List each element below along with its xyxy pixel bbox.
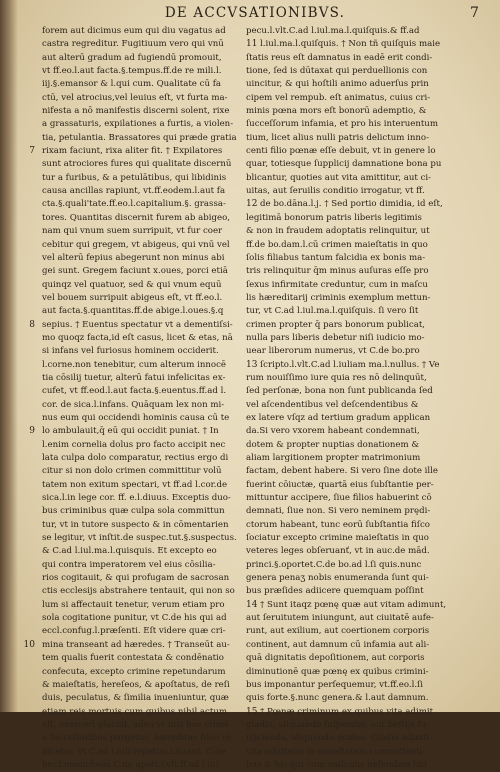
line-text: aut alterū gradum ad fugiendū promouit, bbox=[42, 52, 222, 63]
line-text: tione, ſed is dūtaxat qui perduellionis con bbox=[246, 66, 428, 77]
text-line bbox=[244, 279, 492, 292]
text-line bbox=[18, 38, 240, 51]
text-line bbox=[244, 239, 492, 252]
line-text: qui contra imperatorem vel eius cōsilia- bbox=[42, 559, 216, 570]
line-text: lis hæreditarij criminis exemplum mettun- bbox=[246, 292, 431, 303]
line-text: l.iul.ma.l.quiſquis. † Non tñ quiſquis maie bbox=[260, 39, 441, 50]
line-text: dotem & propter nuptias donationem & bbox=[246, 439, 420, 450]
line-text: a ſucceſſoribus purgetur, hæreditas fiſco vē bbox=[42, 733, 232, 744]
text-line bbox=[244, 666, 492, 679]
line-text: ff.de bo.dam.l.cū crimen maieſtatis in quo bbox=[246, 239, 428, 250]
page-header bbox=[0, 5, 500, 25]
line-text: eſt, exercerī placuit, adeo vt nisi hoc crimē bbox=[42, 719, 230, 730]
text-line bbox=[18, 292, 240, 305]
line-text: quis forte.§.nunc genera.& l.aut damnum. bbox=[246, 693, 429, 704]
line-text: blicantur, quoties aut vita amittitur, aut ci- bbox=[246, 172, 432, 183]
line-text: iij.§.emansor & l.qui cum. Qualitate cū fa bbox=[42, 79, 222, 90]
text-line bbox=[18, 559, 240, 572]
line-text: ſolis filiabus tantum falcidia ex bonis ma- bbox=[246, 252, 426, 263]
text-line bbox=[18, 625, 240, 638]
text-line bbox=[244, 252, 492, 265]
text-line bbox=[18, 452, 240, 465]
text-line bbox=[18, 132, 240, 145]
line-text: lata culpa dolo comparatur, rectius ergo di bbox=[42, 453, 229, 463]
text-line bbox=[244, 439, 492, 452]
text-line bbox=[244, 225, 492, 238]
line-text: dicetur, vt C.ad l.iuli.repetun.l.ſciant. C.de bbox=[42, 746, 226, 757]
line-text: tur, vt C.ad l.iul.ma.l.quiſquis. ſi vero ſit bbox=[246, 306, 419, 317]
text-line bbox=[244, 105, 492, 118]
text-line bbox=[244, 625, 492, 638]
text-line bbox=[244, 319, 492, 332]
text-line bbox=[244, 719, 492, 732]
line-text: cor. de sica.l.infans. Quāquam lex non mi- bbox=[42, 399, 225, 410]
line-text: bus præſides adiicere quemquam poſſint bbox=[246, 586, 424, 597]
text-line bbox=[244, 52, 492, 65]
text-line bbox=[18, 359, 240, 372]
line-text: sunt atrociores fures qui qualitate discernū bbox=[42, 159, 232, 170]
line-text: tem qualis fuerit contestata & condēnatio bbox=[42, 653, 224, 664]
line-text: de bo.dāna.l.j. † Sed portio dimidia, id eſt, bbox=[260, 199, 443, 210]
text-line bbox=[18, 92, 240, 105]
line-text: pecu.l.vlt.C.ad l.iul.ma.l.quiſquis.& ff.ad bbox=[246, 26, 420, 36]
line-text: duis, peculatus, & ſimilia inueniuntur, quæ bbox=[42, 693, 229, 704]
text-line bbox=[244, 479, 492, 492]
text-line bbox=[18, 652, 240, 665]
line-text: l.enim cornelia dolus pro facto accipit nec bbox=[42, 439, 226, 450]
line-text: quā dignitatis depoſitionem, aut corporis bbox=[246, 653, 425, 664]
line-text: cta.§.quali'tate.ff.eo.l.capitalium.§. grassa- bbox=[42, 199, 226, 210]
line-text: etiam reis mortuis cum quibus nihil actum bbox=[42, 706, 227, 717]
folio-number: 7 bbox=[470, 5, 479, 21]
line-text: confecuta, excepto crimine repetundarum bbox=[42, 666, 226, 677]
line-text: factam, debent habere. Si vero ſine dote ille bbox=[246, 466, 438, 477]
line-text: ſexus infirmitate creduntur, cum in maſcu bbox=[246, 279, 428, 290]
line-text: aut facta.§.quantitas.ff.de abige.l.oues.§.q bbox=[42, 306, 224, 317]
line-text: † Pœnæ criminum ex quibus vita adimit bbox=[260, 706, 434, 717]
line-text: nulla pars liberis debetur niſi iudicio mo- bbox=[246, 332, 425, 343]
line-text: quar, totiesque ſupplicij damnatione bona pu bbox=[246, 159, 442, 170]
line-text: sola cogitatione punitur, vt C.de his qui ad bbox=[42, 613, 227, 624]
line-text: tores. Quantitas discernit furem ab abigeo, bbox=[42, 212, 231, 223]
text-line bbox=[244, 25, 492, 38]
line-text: vel bouem surripuit abigeus eſt, vt ff.eo.l. bbox=[42, 292, 223, 303]
line-text: uincitur, & qui hoſtili animo aduerſus prin bbox=[246, 79, 429, 90]
marginal-number: 11 bbox=[246, 39, 258, 50]
text-line bbox=[18, 105, 240, 118]
text-line bbox=[18, 399, 240, 412]
text-line bbox=[18, 78, 240, 91]
text-line bbox=[18, 692, 240, 705]
text-line bbox=[244, 305, 492, 318]
line-text: sepius. † Euentus spectatur vt a dementiſsi- bbox=[42, 319, 233, 330]
line-text: uitas, aut ſeruilis conditio irrogatur, vt ff. bbox=[246, 186, 425, 197]
text-line bbox=[244, 265, 492, 278]
line-text: rios cogitauit, & qui profugam de sacrosan bbox=[42, 573, 230, 584]
line-text: mittuntur accipere, ſiue filios habuerint cō bbox=[246, 493, 432, 504]
line-text: legitimā bonorum patris liberis legitimis bbox=[246, 212, 422, 223]
line-text: bus imponantur perſequemur, vt.ff.eo.l.ſi bbox=[246, 679, 423, 690]
line-text: bus criminibus quæ culpa sola committun bbox=[42, 506, 225, 517]
line-text: nifesta a nō manifestis discerni solent, rixe bbox=[42, 106, 230, 117]
line-text: vel alterū fepius abegerunt non minus abi bbox=[42, 252, 225, 263]
text-line bbox=[244, 185, 492, 198]
line-text: tur, vt in tutore suspecto & in cōmentarien bbox=[42, 519, 229, 530]
line-text: sica.l.in lege cor. ff. e.l.diuus. Exceptis duo- bbox=[42, 493, 231, 504]
text-line bbox=[18, 25, 240, 38]
line-text: lo ambulauit,q̄ eū qui occidit puniat. † In bbox=[42, 426, 219, 437]
text-line bbox=[18, 372, 240, 385]
text-line bbox=[18, 279, 240, 292]
text-line bbox=[18, 252, 240, 265]
line-text: bus & his qui cum maſculis nefandam libi bbox=[246, 759, 427, 770]
line-text: her.l.manicheos.C.de apoſt.l.vlt.ff.ad l.iul. bbox=[42, 759, 222, 770]
line-text: tia, petulantia. Brassatores qui præde gratia bbox=[42, 132, 237, 143]
text-line bbox=[18, 706, 240, 719]
text-line bbox=[18, 305, 240, 318]
line-text: fuerint cōiuctæ, quartā eius ſubſtantie per- bbox=[246, 479, 434, 490]
text-line bbox=[244, 572, 492, 585]
text-line bbox=[18, 439, 240, 452]
line-text: ctorum habeant, tunc eorū ſubſtantia fiſco bbox=[246, 519, 430, 530]
marginal-number: 14 bbox=[246, 599, 258, 610]
line-text: & maieſtatis, hereſeos, & apoſtatus, de reſi bbox=[42, 679, 230, 690]
line-text: ctū, vel atrocius,vel leuius eſt, vt furta ma- bbox=[42, 92, 228, 103]
text-line bbox=[244, 492, 492, 505]
line-text: diminutionē quæ pœnę ex quibus crimini- bbox=[246, 666, 429, 677]
line-text: citur si non dolo crimen committitur volū bbox=[42, 466, 222, 477]
text-line bbox=[244, 292, 492, 305]
line-text: a grassaturis, expilationes a furtis, a violen- bbox=[42, 119, 234, 130]
line-text: vel aſcendentibus vel deſcendentibus & bbox=[246, 399, 419, 410]
line-text: rum nouiſſimo iure quia res nō delinquūt, bbox=[246, 372, 427, 383]
running-title: DE ACCVSATIONIBVS. bbox=[164, 5, 346, 21]
text-line bbox=[244, 559, 492, 572]
line-text: uear liberorum numerus, vt C.de bo.pro bbox=[246, 346, 420, 357]
text-line bbox=[244, 399, 492, 412]
text-line bbox=[244, 465, 492, 478]
text-line bbox=[18, 145, 240, 158]
marginal-number: 8 bbox=[29, 319, 35, 330]
text-line bbox=[244, 172, 492, 185]
line-text: & C.ad l.iul.ma.l.quisquis. Et excepto eo bbox=[42, 546, 217, 557]
line-text: centi filio pœnæ eſſe debuit, vt in genere lo bbox=[246, 146, 436, 157]
line-text: runt, aut exilium, aut coertionem corporis bbox=[246, 626, 430, 637]
line-text: tium, licet alius nulli patris delictum inno- bbox=[246, 132, 430, 143]
line-text: genera penaʒ nobis enumeranda ſunt qui- bbox=[246, 573, 429, 584]
text-line bbox=[18, 746, 240, 759]
text-line bbox=[244, 732, 492, 745]
line-text: ſucceſſorum infamia, et pro his interuentum bbox=[246, 119, 438, 130]
line-text: ſociatur excepto crimine maieſtatis in quo bbox=[246, 533, 429, 544]
line-text: nam qui vnum suem surripuit, vt fur coer bbox=[42, 226, 223, 237]
line-text: crimen propter q̄ pars bonorum publicat, bbox=[246, 319, 426, 330]
text-line bbox=[244, 198, 492, 211]
text-line bbox=[244, 585, 492, 598]
line-text: † Sunt itaqz pœnę quæ aut vitam adimunt, bbox=[260, 599, 447, 610]
text-line bbox=[18, 185, 240, 198]
line-text: minis pœna mors eſt bonorū ademptio, & bbox=[246, 106, 427, 117]
line-text: demnati, ſiue non. Si vero neminem prędi- bbox=[246, 506, 431, 517]
marginal-number: 7 bbox=[29, 146, 35, 157]
line-text: l.corne.non tenebitur, cum alterum innocē bbox=[42, 359, 226, 370]
line-text: da.Si vero vxorem habeant condemnati, bbox=[246, 426, 420, 437]
text-line bbox=[18, 479, 240, 492]
text-line bbox=[244, 519, 492, 532]
text-line bbox=[244, 746, 492, 759]
marginal-number: 9 bbox=[29, 426, 35, 437]
line-text: causa ancillas rapiunt, vt.ff.eodem.l.aut fa bbox=[42, 186, 226, 197]
line-text: cufet, vt ff.eod.l.aut facta.§.euentus.ff.ad l. bbox=[42, 386, 227, 397]
text-line bbox=[244, 532, 492, 545]
text-line bbox=[18, 65, 240, 78]
text-line bbox=[244, 639, 492, 652]
text-line bbox=[244, 118, 492, 131]
text-line bbox=[18, 425, 240, 438]
line-text: tatem non exitum spectari, vt ff.ad l.cor.de bbox=[42, 479, 228, 490]
marginal-number: 12 bbox=[246, 199, 258, 210]
text-line bbox=[244, 78, 492, 91]
line-text: ſtatis reus eſt damnatus in eadē erit condi- bbox=[246, 52, 433, 63]
text-line bbox=[18, 332, 240, 345]
line-text: bijciendo, aliquando eculeo. Gladio adimit bbox=[246, 733, 430, 744]
text-line bbox=[244, 412, 492, 425]
line-text: ſcripto.l.vlt.C.ad l.iuliam ma.l.nullus. † Ve bbox=[260, 359, 440, 370]
text-line bbox=[18, 572, 240, 585]
text-line bbox=[244, 372, 492, 385]
line-text: princi.§.oportet.C.de bo.ad l.ſi quis.nunc bbox=[246, 559, 422, 570]
line-text: mo quoqz facta,id eſt casus, licet & etas, nā bbox=[42, 332, 233, 343]
line-text: vita adulteris in maieſtatem committenti- bbox=[246, 746, 426, 757]
text-line bbox=[18, 465, 240, 478]
line-text: vt ff.eo.l.aut facta.§.tempus.ff.de re mili.l. bbox=[42, 66, 222, 77]
line-text: si infans vel furiosus hominem occiderit. bbox=[42, 346, 219, 357]
marginal-number: 10 bbox=[23, 639, 35, 650]
text-line bbox=[18, 319, 240, 332]
text-line bbox=[244, 452, 492, 465]
line-text: gladio, aliquando ſuſpendio, aut beſtijs ſu- bbox=[246, 719, 430, 730]
text-line bbox=[18, 265, 240, 278]
text-line bbox=[18, 492, 240, 505]
line-text: ctis ecclesijs abstrahere tentauit, qui non so bbox=[42, 586, 235, 597]
marginal-number: 15 bbox=[246, 706, 258, 717]
text-line bbox=[244, 545, 492, 558]
line-text: tia cōsilij tuetur, alterū fatui infelicitas ex- bbox=[42, 372, 226, 383]
text-line bbox=[244, 706, 492, 719]
text-line bbox=[18, 345, 240, 358]
text-line bbox=[18, 158, 240, 171]
text-line bbox=[18, 52, 240, 65]
line-text: cebitur qui gregem, vt abigeus, qui vnū vel bbox=[42, 239, 230, 250]
text-line bbox=[244, 505, 492, 518]
line-text: forem aut dicimus eum qui diu vagatus ad bbox=[42, 26, 226, 36]
text-line bbox=[244, 345, 492, 358]
text-line bbox=[18, 666, 240, 679]
line-text: aliam largitionem propter matrimonium bbox=[246, 453, 421, 463]
text-line bbox=[244, 612, 492, 625]
binding-gutter bbox=[0, 0, 18, 712]
left-column bbox=[18, 25, 240, 772]
text-line bbox=[18, 599, 240, 612]
text-line bbox=[18, 732, 240, 745]
text-line bbox=[244, 652, 492, 665]
text-line bbox=[244, 679, 492, 692]
line-text: castra regreditur. Fugitiuum vero qui vnū bbox=[42, 39, 224, 50]
text-line bbox=[244, 158, 492, 171]
line-text: rixam faciunt, rixa aliter fit. † Expilatores bbox=[42, 146, 223, 157]
line-text: cipem vel rempub. eſt animatus, cuius cri- bbox=[246, 92, 431, 103]
text-line bbox=[244, 599, 492, 612]
text-line bbox=[18, 545, 240, 558]
text-line bbox=[244, 692, 492, 705]
text-line bbox=[244, 132, 492, 145]
line-text: tris relinquitur q̄m minus auſuras eſſe pro bbox=[246, 266, 429, 277]
text-line bbox=[244, 332, 492, 345]
text-line bbox=[18, 212, 240, 225]
line-text: nus eum qui occidendi hominis causa cū te bbox=[42, 412, 230, 423]
text-line bbox=[18, 118, 240, 131]
line-text: & non in fraudem adoptatis relinquitur, ut bbox=[246, 226, 430, 237]
text-line bbox=[18, 532, 240, 545]
text-line bbox=[18, 225, 240, 238]
line-text: lum si affectauit tenetur, verum etiam pro bbox=[42, 599, 225, 610]
text-line bbox=[18, 679, 240, 692]
text-line bbox=[18, 639, 240, 652]
text-line bbox=[18, 585, 240, 598]
text-line bbox=[244, 65, 492, 78]
line-text: quinqz vel quatuor, sed & qui vnum equū bbox=[42, 279, 222, 290]
text-line bbox=[244, 359, 492, 372]
text-line bbox=[244, 145, 492, 158]
text-line bbox=[18, 239, 240, 252]
text-line bbox=[244, 212, 492, 225]
text-line bbox=[18, 412, 240, 425]
text-line bbox=[18, 172, 240, 185]
line-text: gei sunt. Gregem faciunt x.oues, porci etiā bbox=[42, 266, 228, 277]
line-text: continent, aut damnum cū infamia aut ali- bbox=[246, 639, 430, 650]
line-text: aut ſeruitutem iniungunt, aut ciuitatē aufe- bbox=[246, 613, 434, 624]
text-line bbox=[18, 759, 240, 772]
text-line bbox=[244, 38, 492, 51]
text-line bbox=[18, 198, 240, 211]
text-line bbox=[244, 385, 492, 398]
line-text: se legitur, vt inſtit.de suspec.tut.§.suspectus. bbox=[42, 533, 237, 544]
text-line bbox=[18, 719, 240, 732]
text-line bbox=[18, 385, 240, 398]
right-column bbox=[244, 25, 492, 772]
text-line bbox=[244, 92, 492, 105]
line-text: eccl.confug.l.præſenti. Eſt videre quæ cri- bbox=[42, 626, 226, 637]
text-line bbox=[18, 519, 240, 532]
line-text: ſed perſonæ, bona non ſunt publicanda ſed bbox=[246, 386, 433, 397]
text-line bbox=[244, 759, 492, 772]
line-text: ex latere vſqz ad tertium gradum applican bbox=[246, 412, 431, 423]
line-text: mina transeant ad hæredes. † Transeūt au- bbox=[42, 639, 230, 650]
line-text: veteres leges obſeruanť, vt in auc.de mād. bbox=[246, 546, 430, 557]
marginal-number: 13 bbox=[246, 359, 258, 370]
text-line bbox=[244, 425, 492, 438]
text-line bbox=[18, 505, 240, 518]
line-text: tur a furibus, & a petulātibus, qui libidinis bbox=[42, 172, 227, 183]
text-line bbox=[18, 612, 240, 625]
